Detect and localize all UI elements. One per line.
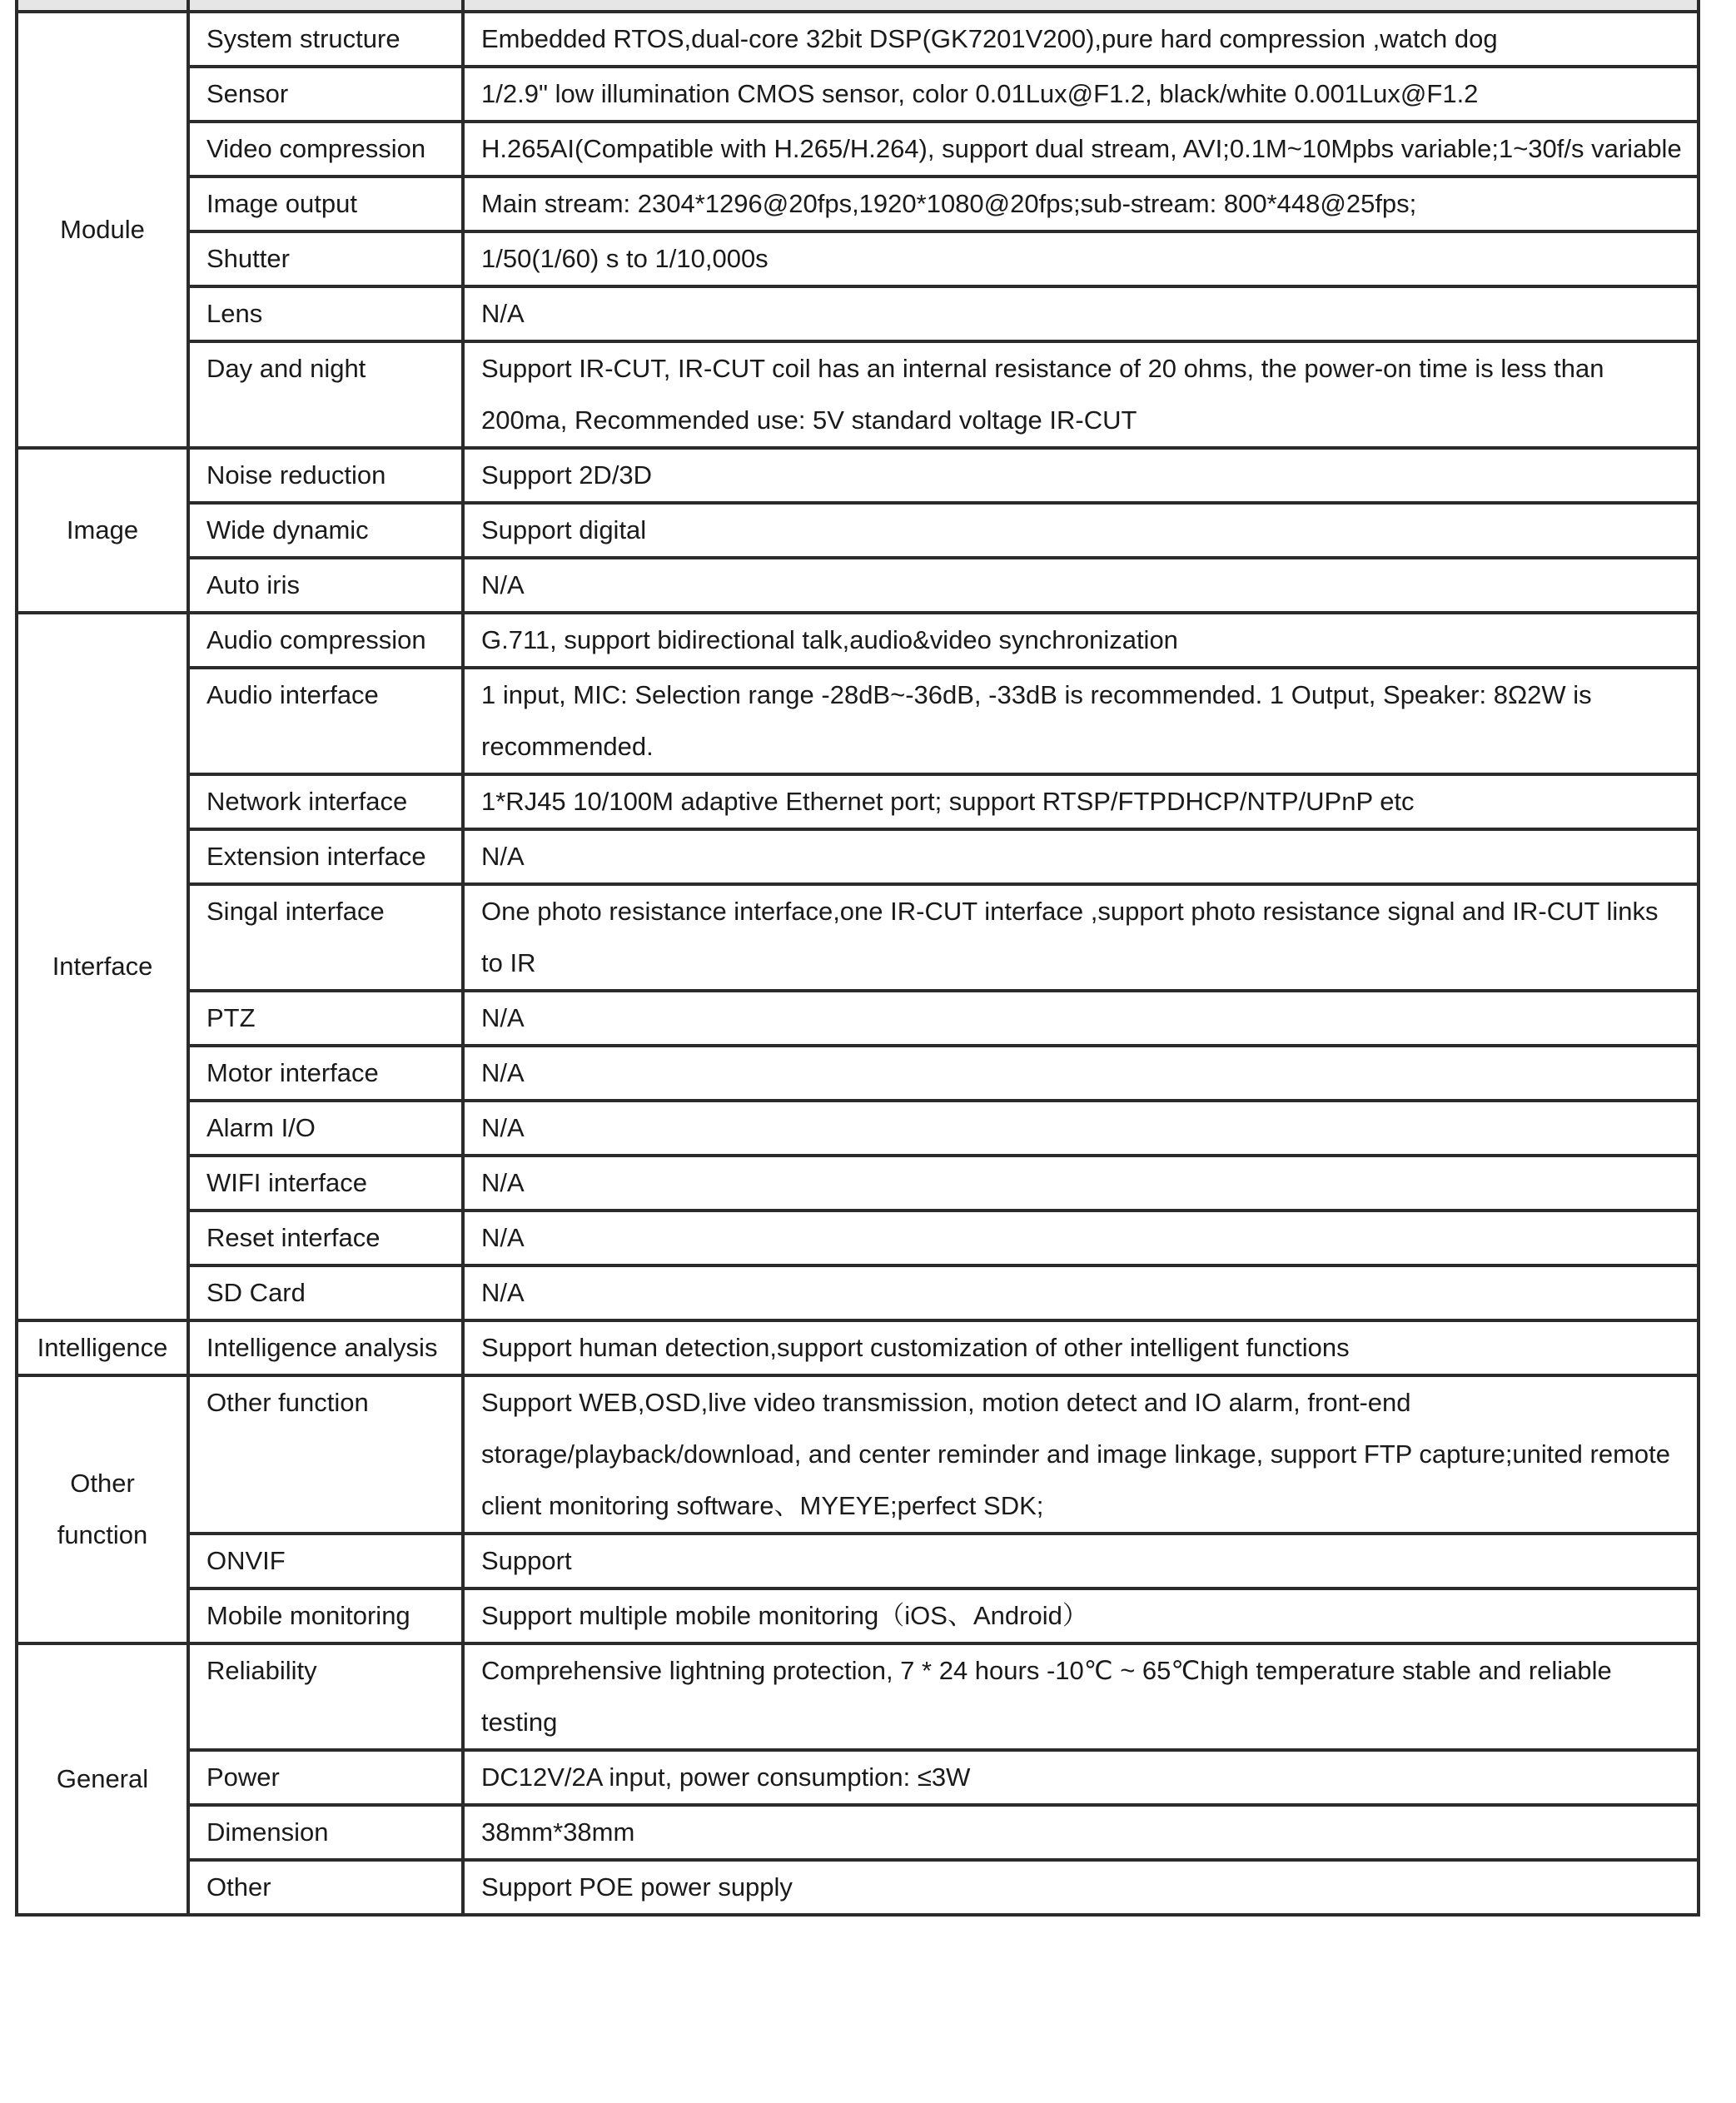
parameter-name-cell: Day and night: [188, 341, 463, 448]
table-row: [17, 1805, 1699, 1860]
parameter-name-cell: Audio interface: [188, 668, 463, 774]
parameter-value-cell: 1 input, MIC: Selection range -28dB~-36dB, -33dB is recommended. 1 Output, Speaker: 8Ω2W is recommended.: [463, 668, 1699, 774]
parameter-name-cell: Video compression: [188, 122, 463, 176]
category-cell: Intelligence: [17, 1320, 188, 1375]
parameter-value-cell: Support WEB,OSD,live video transmission, motion detect and IO alarm, front-end storage/playback/download, and center reminder and image linkage, support FTP capture;united remote client monitoring software、MYEYE;perfect SDK;: [463, 1375, 1699, 1534]
table-row: [17, 448, 1699, 503]
parameter-value-cell: 38mm*38mm: [463, 1805, 1699, 1860]
parameter-name-cell: Wide dynamic: [188, 503, 463, 558]
parameter-value-cell: N/A: [463, 1046, 1699, 1101]
header-cell: [188, 0, 463, 12]
header-cell: [17, 0, 188, 12]
table-row: [17, 1643, 1699, 1750]
parameter-name-cell: Alarm I/O: [188, 1101, 463, 1156]
parameter-value-cell: 1/2.9" low illumination CMOS sensor, color 0.01Lux@F1.2, black/white 0.001Lux@F1.2: [463, 67, 1699, 122]
parameter-name-cell: Auto iris: [188, 558, 463, 613]
parameter-value-cell: Support 2D/3D: [463, 448, 1699, 503]
parameter-value-cell: Comprehensive lightning protection, 7 * 24 hours -10℃ ~ 65℃high temperature stable and reliable testing: [463, 1643, 1699, 1750]
parameter-name-cell: Shutter: [188, 231, 463, 286]
category-cell: General: [17, 1643, 188, 1915]
parameter-value-cell: Support multiple mobile monitoring（iOS、Android）: [463, 1588, 1699, 1643]
parameter-value-cell: N/A: [463, 1265, 1699, 1320]
parameter-value-cell: Support POE power supply: [463, 1860, 1699, 1915]
parameter-value-cell: 1/50(1/60) s to 1/10,000s: [463, 231, 1699, 286]
parameter-value-cell: DC12V/2A input, power consumption: ≤3W: [463, 1750, 1699, 1805]
parameter-name-cell: Dimension: [188, 1805, 463, 1860]
parameter-name-cell: Motor interface: [188, 1046, 463, 1101]
parameter-value-cell: Support digital: [463, 503, 1699, 558]
table-row: [17, 12, 1699, 67]
table-row: [17, 774, 1699, 829]
table-row: [17, 1320, 1699, 1375]
category-cell: Image: [17, 448, 188, 613]
parameter-name-cell: Other: [188, 1860, 463, 1915]
parameter-value-cell: Support IR-CUT, IR-CUT coil has an internal resistance of 20 ohms, the power-on time is less than 200ma, Recommended use: 5V standard voltage IR-CUT: [463, 341, 1699, 448]
parameter-value-cell: N/A: [463, 286, 1699, 341]
table-row: [17, 884, 1699, 991]
table-row: [17, 122, 1699, 176]
table-row: [17, 1860, 1699, 1915]
parameter-name-cell: WIFI interface: [188, 1156, 463, 1211]
parameter-value-cell: Main stream: 2304*1296@20fps,1920*1080@20fps;sub-stream: 800*448@25fps;: [463, 176, 1699, 231]
table-row: [17, 341, 1699, 448]
parameter-name-cell: SD Card: [188, 1265, 463, 1320]
parameter-value-cell: N/A: [463, 1211, 1699, 1265]
table-header-row: [17, 0, 1699, 12]
table-row: [17, 613, 1699, 668]
table-row: [17, 558, 1699, 613]
category-cell: Module: [17, 12, 188, 448]
parameter-name-cell: PTZ: [188, 991, 463, 1046]
parameter-name-cell: Extension interface: [188, 829, 463, 884]
parameter-name-cell: Intelligence analysis: [188, 1320, 463, 1375]
parameter-name-cell: Lens: [188, 286, 463, 341]
header-cell: [463, 0, 1699, 12]
parameter-value-cell: Support: [463, 1534, 1699, 1588]
spec-table-body: [17, 0, 1699, 1915]
parameter-value-cell: Embedded RTOS,dual-core 32bit DSP(GK7201V200),pure hard compression ,watch dog: [463, 12, 1699, 67]
parameter-value-cell: N/A: [463, 1101, 1699, 1156]
spec-table: [15, 0, 1700, 1917]
table-row: [17, 829, 1699, 884]
parameter-name-cell: ONVIF: [188, 1534, 463, 1588]
table-row: [17, 991, 1699, 1046]
table-row: [17, 1265, 1699, 1320]
parameter-value-cell: N/A: [463, 991, 1699, 1046]
table-row: [17, 286, 1699, 341]
parameter-value-cell: N/A: [463, 1156, 1699, 1211]
table-row: [17, 1046, 1699, 1101]
table-row: [17, 1588, 1699, 1643]
parameter-value-cell: G.711, support bidirectional talk,audio&video synchronization: [463, 613, 1699, 668]
table-row: [17, 1375, 1699, 1534]
table-row: [17, 1534, 1699, 1588]
parameter-name-cell: System structure: [188, 12, 463, 67]
parameter-name-cell: Network interface: [188, 774, 463, 829]
category-cell: Other function: [17, 1375, 188, 1643]
table-row: [17, 67, 1699, 122]
parameter-name-cell: Singal interface: [188, 884, 463, 991]
table-row: [17, 1211, 1699, 1265]
parameter-name-cell: Power: [188, 1750, 463, 1805]
parameter-value-cell: H.265AI(Compatible with H.265/H.264), support dual stream, AVI;0.1M~10Mpbs variable;1~30f/s variable: [463, 122, 1699, 176]
parameter-name-cell: Mobile monitoring: [188, 1588, 463, 1643]
parameter-name-cell: Sensor: [188, 67, 463, 122]
table-row: [17, 503, 1699, 558]
parameter-value-cell: Support human detection,support customization of other intelligent functions: [463, 1320, 1699, 1375]
parameter-value-cell: N/A: [463, 558, 1699, 613]
table-row: [17, 1101, 1699, 1156]
parameter-name-cell: Noise reduction: [188, 448, 463, 503]
parameter-value-cell: 1*RJ45 10/100M adaptive Ethernet port; support RTSP/FTPDHCP/NTP/UPnP etc: [463, 774, 1699, 829]
parameter-name-cell: Reliability: [188, 1643, 463, 1750]
table-row: [17, 1750, 1699, 1805]
parameter-name-cell: Reset interface: [188, 1211, 463, 1265]
parameter-name-cell: Other function: [188, 1375, 463, 1534]
category-cell: Interface: [17, 613, 188, 1320]
parameter-value-cell: N/A: [463, 829, 1699, 884]
table-row: [17, 176, 1699, 231]
parameter-name-cell: Audio compression: [188, 613, 463, 668]
table-row: [17, 668, 1699, 774]
parameter-name-cell: Image output: [188, 176, 463, 231]
table-row: [17, 231, 1699, 286]
table-row: [17, 1156, 1699, 1211]
parameter-value-cell: One photo resistance interface,one IR-CUT interface ,support photo resistance signal and IR-CUT links to IR: [463, 884, 1699, 991]
